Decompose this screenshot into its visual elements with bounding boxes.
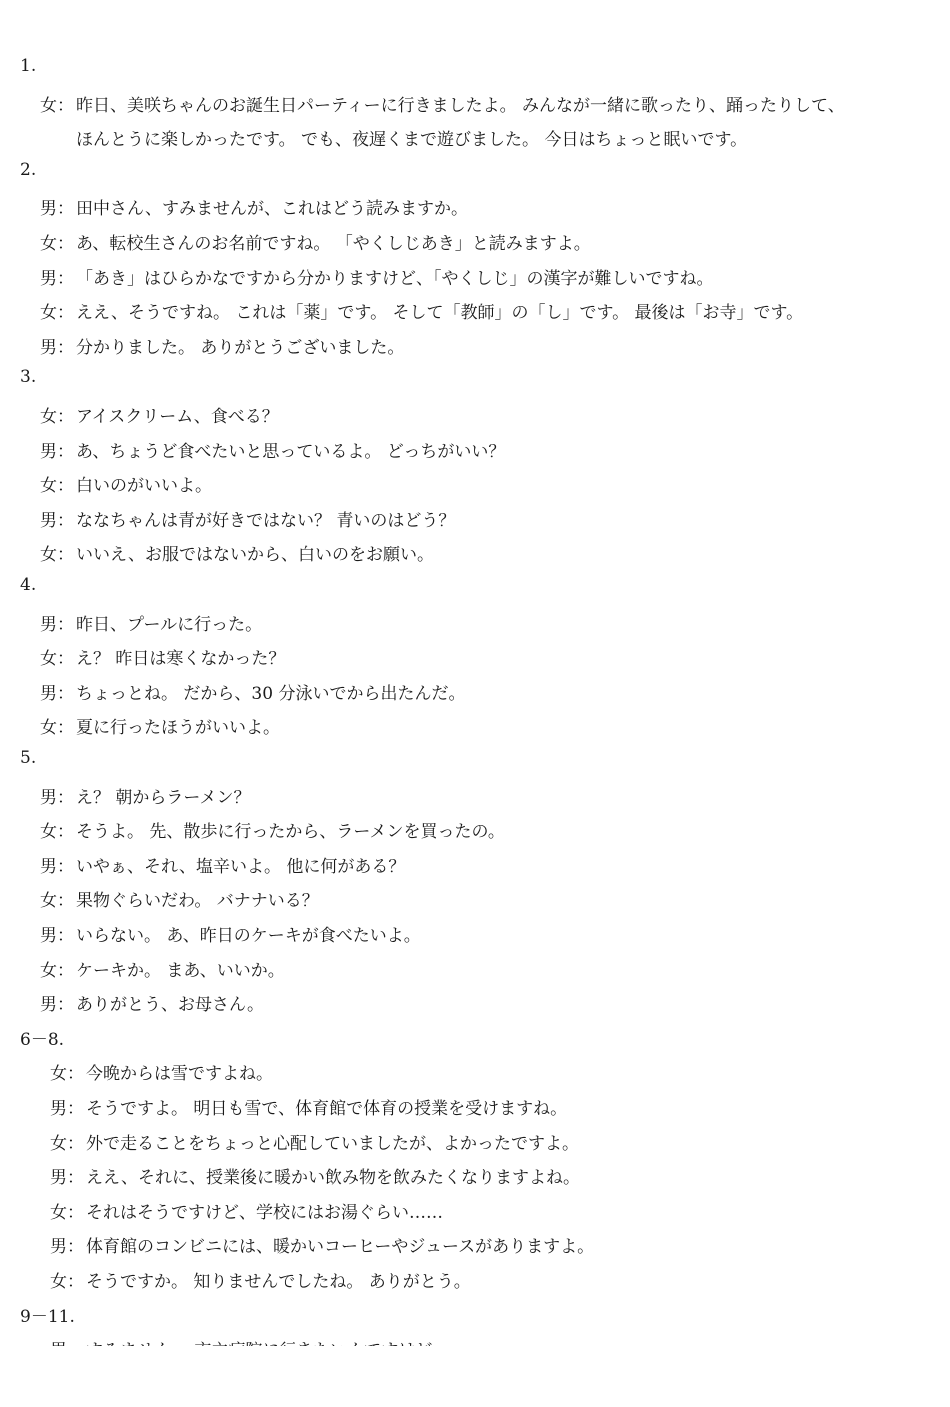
dialogue-text: ええ、そうですね。 これは「薬」です。 そして「教師」の「し」です。 最後は「お寺」です。	[76, 303, 804, 324]
dialogue-text: ありがとう、お母さん。	[76, 995, 265, 1016]
speaker-label: 女：	[40, 822, 74, 843]
speaker-label: 女：	[40, 95, 74, 116]
speaker-label: 女：	[40, 545, 74, 566]
dialogue-text: いやぁ、それ、塩辛いよ。 他に何がある？	[76, 856, 406, 877]
speaker-label: 女：	[50, 1064, 84, 1085]
dialogue-text: え？ 朝からラーメン？	[76, 787, 251, 808]
speaker-label: 男：	[40, 614, 74, 635]
dialogue-text: 体育館のコンビニには、暖かいコーヒーやジュースがありますよ。	[86, 1237, 595, 1258]
section-number: 9－11.	[20, 1306, 75, 1327]
speaker-label: 男：	[40, 337, 74, 358]
dialogue-line	[40, 471, 212, 496]
dialogue-line	[40, 194, 468, 219]
dialogue-line	[40, 644, 285, 669]
dialogue-line	[40, 333, 404, 358]
dialogue-line	[50, 1094, 567, 1119]
dialogue-text: アイスクリーム、食べる？	[76, 407, 279, 427]
section-number: 3.	[20, 367, 37, 388]
speaker-label: 男：	[50, 1237, 84, 1258]
dialogue-line	[40, 886, 319, 911]
dialogue-text: 白いのがいいよ。	[76, 476, 212, 497]
section-number: 5.	[20, 748, 37, 768]
section-number: 6－8.	[20, 1029, 65, 1050]
dialogue-text: ケーキか。 まあ、いいか。	[76, 960, 285, 981]
dialogue-text: あ、転校生さんのお名前ですね。 「やくしじあき」と読みますよ。	[76, 234, 591, 254]
dialogue-text: え？ 昨日は寒くなかった？	[76, 649, 286, 670]
dialogue-line	[40, 506, 455, 531]
dialogue-line	[40, 817, 505, 842]
dialogue-line	[40, 783, 251, 808]
speaker-label: 男：	[40, 199, 74, 220]
dialogue-line	[40, 229, 591, 254]
dialogue-text: そうですよ。 明日も雪で、体育館で体育の授業を受けますね。	[86, 1099, 568, 1119]
dialogue-text: ななちゃんは青が好きではない？ 青いのはどう？	[76, 510, 456, 531]
dialogue-text: 夏に行ったほうがいいよ。	[76, 718, 280, 739]
dialogue-line	[50, 1129, 579, 1154]
dialogue-text: 昨日、プールに行った。	[76, 614, 263, 635]
dialogue-line	[40, 264, 714, 289]
speaker-label: 男：	[40, 856, 74, 877]
dialogue-line	[40, 921, 421, 946]
dialogue-text: 今晩からは雪ですよね。	[86, 1064, 273, 1085]
dialogue-text: ちょっとね。 だから、30 分泳いでから出たんだ。	[76, 683, 466, 704]
dialogue-text: 昨日、美咲ちゃんのお誕生日パーティーに行きましたよ。 みんなが一緒に歌ったり、踊ったりして、	[76, 95, 845, 116]
speaker-label: 男：	[50, 1168, 84, 1189]
dialogue-text: 外で走ることをちょっと心配していましたが、よかったですよ。	[86, 1133, 579, 1154]
dialogue-line	[40, 610, 262, 635]
speaker-label: 女：	[40, 891, 74, 912]
speaker-label: 女：	[40, 960, 74, 981]
dialogue-line	[50, 1198, 443, 1223]
dialogue-text: ええ、それに、授業後に暖かい飲み物を飲みたくなりますよね。	[86, 1168, 581, 1189]
dialogue-line	[40, 91, 845, 116]
dialogue-text: 「あき」はひらかなですから分かりますけど、「やくしじ」の漢字が難しいですね。	[76, 268, 714, 289]
dialogue-text: あ、ちょうど食べたいと思っているよ。 どっちがいい？	[76, 441, 506, 462]
dialogue-line	[40, 679, 465, 704]
speaker-label: 女：	[40, 303, 74, 324]
page-bottom-margin	[0, 1346, 950, 1407]
dialogue-line	[40, 713, 280, 738]
dialogue-text: ほんとうに楽しかったです。 でも、夜遅くまで遊びました。 今日はちょっと眠いです。	[76, 130, 748, 151]
dialogue-text: それはそうですけど、学校にはお湯ぐらい……	[86, 1202, 443, 1223]
dialogue-line	[40, 125, 747, 150]
speaker-label: 男：	[40, 926, 74, 946]
speaker-label: 男：	[40, 268, 74, 289]
dialogue-line	[50, 1267, 471, 1292]
speaker-label: 男：	[40, 683, 74, 704]
speaker-label: 女：	[40, 407, 74, 427]
dialogue-line	[40, 437, 505, 462]
speaker-label: 女：	[40, 649, 74, 670]
dialogue-text: 分かりました。 ありがとうございました。	[76, 337, 405, 358]
speaker-label: 女：	[50, 1202, 84, 1223]
speaker-label: 女：	[40, 476, 74, 497]
dialogue-text: 果物ぐらいだわ。 バナナいる？	[76, 891, 319, 912]
section-number: 4.	[20, 575, 37, 595]
speaker-label: 女：	[40, 718, 74, 739]
speaker-label: 女：	[50, 1272, 84, 1292]
dialogue-line	[40, 956, 285, 981]
speaker-label: 男：	[40, 441, 74, 462]
dialogue-text: いらない。 あ、昨日のケーキが食べたいよ。	[76, 926, 421, 946]
speaker-label: 男：	[40, 995, 74, 1016]
dialogue-line	[40, 990, 264, 1015]
speaker-label: 女：	[40, 234, 74, 254]
dialogue-line	[50, 1059, 273, 1084]
dialogue-text: 田中さん、すみませんが、これはどう読みますか。	[76, 199, 469, 220]
speaker-label: 男：	[50, 1099, 84, 1119]
speaker-label: 女：	[50, 1133, 84, 1154]
dialogue-text: いいえ、お服ではないから、白いのをお願い。	[76, 545, 435, 566]
dialogue-line	[40, 402, 279, 427]
section-number: 2.	[20, 159, 37, 180]
speaker-label: 男：	[40, 787, 74, 808]
speaker-label: 男：	[40, 510, 74, 531]
dialogue-line	[50, 1163, 580, 1188]
dialogue-line	[40, 540, 434, 565]
dialogue-line	[40, 298, 803, 323]
dialogue-text: そうですか。 知りませんでしたね。 ありがとう。	[86, 1272, 471, 1292]
section-number: 1.	[20, 56, 37, 76]
dialogue-line	[50, 1232, 594, 1257]
dialogue-line	[40, 852, 405, 877]
dialogue-text: そうよ。 先、散歩に行ったから、ラーメンを買ったの。	[76, 822, 505, 843]
